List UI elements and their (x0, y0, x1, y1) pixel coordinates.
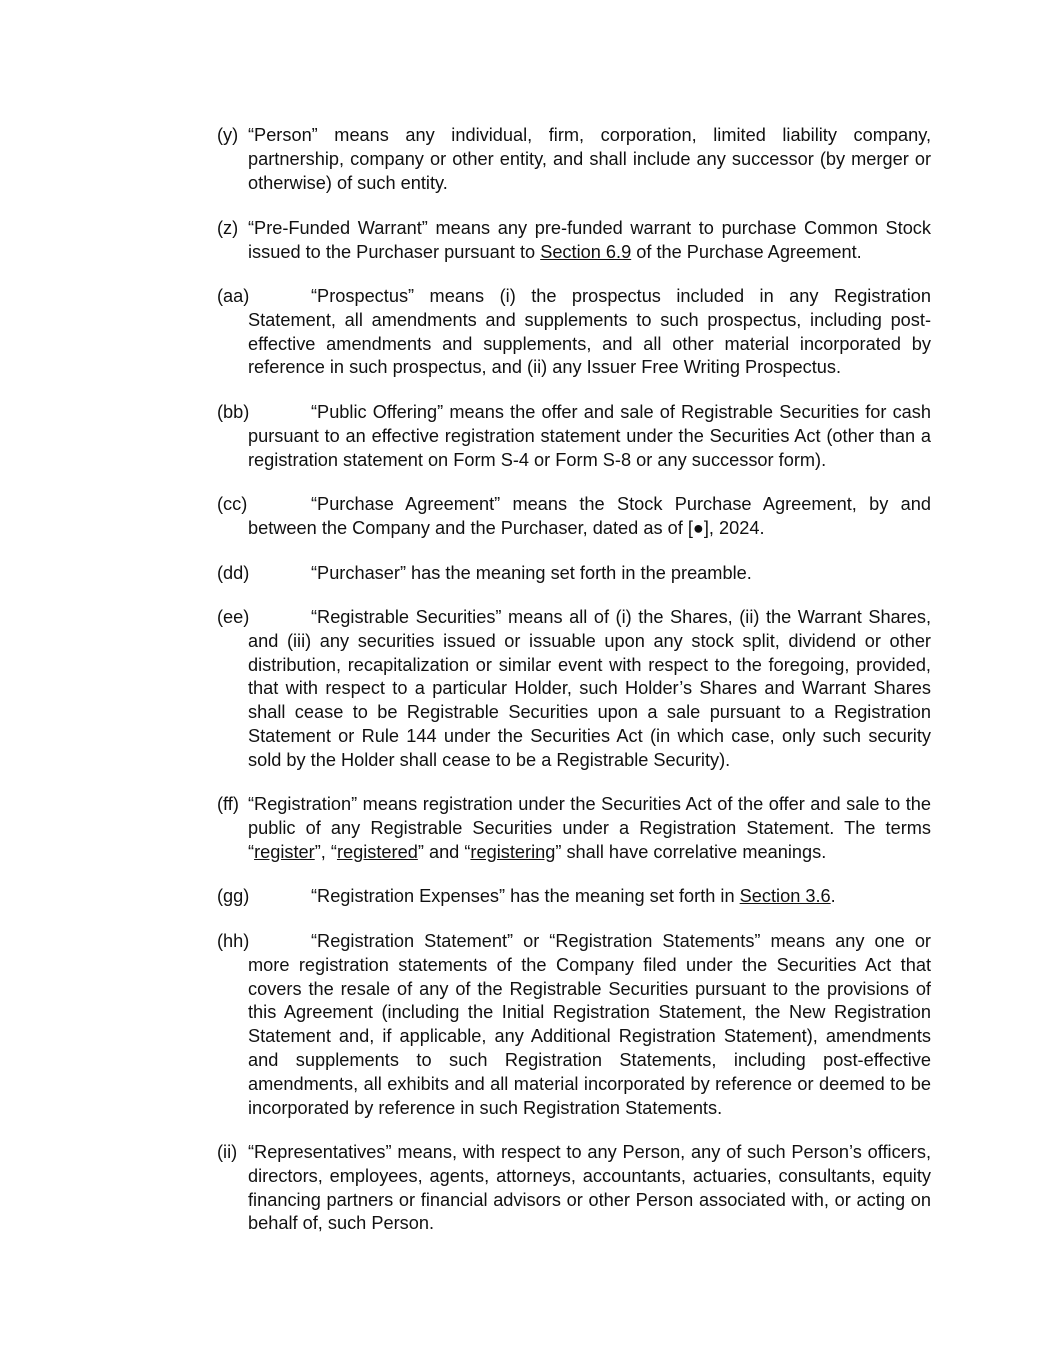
definition-label: (dd) (217, 563, 250, 583)
definition-label: (bb) (217, 402, 250, 422)
definition-text: “Representatives” means, with respect to any Person, any of such Person’s officers, directors, employees, agents, attorneys, accountants, actuaries, consultants, equity financing partners or financial advisors or other Person associated with, or acting on behalf of, such Person. (248, 1142, 931, 1234)
definition-pre-funded-warrant (217, 217, 931, 265)
definition-registrable-securities (217, 606, 931, 773)
term-register: register (254, 841, 315, 862)
definition-text: “Person” means any individual, firm, corporation, limited liability company, partnership, company or other entity, and shall include any successor (by merger or otherwise) of such entity. (248, 125, 931, 193)
definition-text: “Registration Expenses” has the meaning set forth in Section 3.6. (311, 886, 836, 906)
definition-text: “Prospectus” means (i) the prospectus included in any Registration Statement, all amendments and supplements to such prospectus, including post-effective amendments and supplements, and all other material incorporated by reference in such prospectus, and (ii) any Issuer Free Writing Prospectus. (248, 286, 931, 378)
definition-text: “Pre-Funded Warrant” means any pre-funded warrant to purchase Common Stock issued to the Purchaser pursuant to Section 6.9 of the Purchase Agreement. (248, 218, 931, 262)
definition-person (217, 124, 931, 195)
definition-purchase-agreement (217, 493, 931, 541)
definition-label: (ii) (217, 1142, 238, 1162)
definition-registration-statement (217, 930, 931, 1120)
definition-text: “Registration Statement” or “Registration Statements” means any one or more registration statements of the Company filed under the Securities Act that covers the resale of any of the Registrable Securities pursuant to the provisions of this Agreement (including the Initial Registration Statement, the New Registration Statement and, if applicable, any Additional Registration Statement), amendments and supplements to such Registration Statements, including post-effective amendments, all exhibits and all material incorporated by reference or deemed to be incorporated by reference in such Registration Statements. (248, 931, 931, 1118)
definition-label: (aa) (217, 286, 250, 306)
definition-registration-expenses (217, 885, 931, 909)
definition-label: (cc) (217, 494, 248, 514)
definition-registration (217, 793, 931, 864)
definition-label: (hh) (217, 931, 250, 951)
definition-text: “Purchaser” has the meaning set forth in the preamble. (311, 563, 752, 583)
definition-representatives (217, 1141, 931, 1236)
section-reference-link[interactable]: Section 6.9 (540, 241, 632, 262)
definition-purchaser (217, 562, 931, 586)
definition-public-offering (217, 401, 931, 472)
definition-label: (ee) (217, 607, 250, 627)
definition-prospectus (217, 285, 931, 380)
term-registered: registered (336, 841, 418, 862)
definition-text: “Registrable Securities” means all of (i) the Shares, (ii) the Warrant Shares, and (iii) any securities issued or issuable upon any stock split, dividend or other distribution, recapitalization or similar event with respect to the foregoing, provided, that with respect to a particular Holder, such Holder’s Shares and Warrant Shares shall cease to be Registrable Securities upon a sale pursuant to a Registration Statement or Rule 144 under the Securities Act (in which case, only such security sold by the Holder shall cease to be a Registrable Security). (248, 607, 931, 770)
definition-label: (z) (217, 218, 239, 238)
definition-text: “Purchase Agreement” means the Stock Purchase Agreement, by and between the Company and the Purchaser, dated as of [●], 2024. (248, 494, 931, 538)
definition-text: “Registration” means registration under the Securities Act of the offer and sale to the public of any Registrable Securities under a Registration Statement. The terms “register”, “registered” and “registering” shall have correlative meanings. (248, 794, 931, 862)
definition-text: “Public Offering” means the offer and sale of Registrable Securities for cash pursuant to an effective registration statement under the Securities Act (other than a registration statement on Form S-4 or Form S-8 or any successor form). (248, 402, 931, 470)
section-reference-link[interactable]: Section 3.6 (739, 886, 831, 906)
definition-label: (y) (217, 125, 239, 145)
term-registering: registering (470, 841, 556, 862)
definition-label: (ff) (217, 794, 239, 814)
definition-label: (gg) (217, 886, 250, 906)
